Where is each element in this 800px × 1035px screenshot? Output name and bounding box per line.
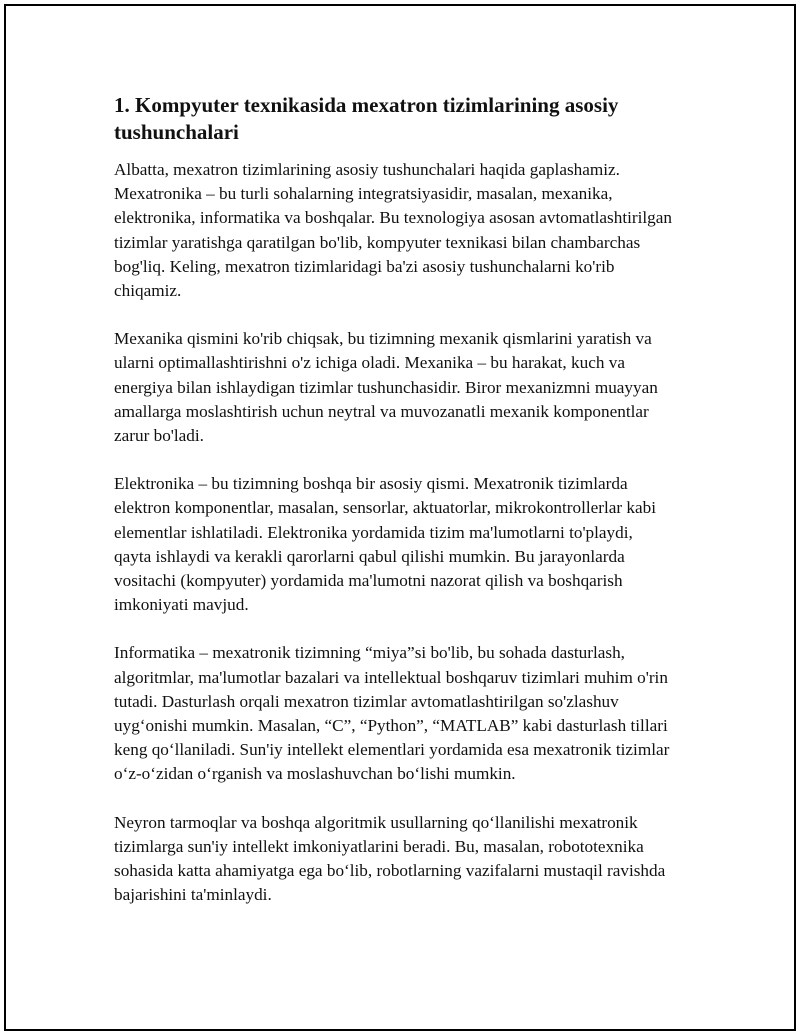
paragraph-electronics: Elektronika – bu tizimning boshqa bir asosiy qismi. Mexatronik tizimlarda elektron komponentlar, masalan, sensorlar, aktuatorlar, mikrokontrollerlar kabi elementlar ishlatiladi. Elektronika yordamida tizim ma'lumotlarni to'playdi, qayta ishlaydi va kerakli qarorlarni qabul qilishi mumkin. Bu jarayonlarda vositachi (kompyuter) yordamida ma'lumotni nazorat qilish va boshqarish imkoniyati mavjud. [114,474,657,615]
paragraph-informatics: Informatika – mexatronik tizimning “miya”si bo'lib, bu sohada dasturlash, algoritmlar, ma'lumotlar bazalari va intellektual boshqaruv tizimlari muhim o'rin tutadi. Dasturlash orqali mexatron tizimlar avtomatlashtirilgan so'zlashuv uyg‘onishi mumkin. Masalan, “C”, “Python”, “MATLAB” kabi dasturlash tillari keng qo‘llaniladi. Sun'iy intellekt elementlari yordamida esa mexatronik tizimlar o‘z-o‘zidan o‘rganish va moslashuvchan bo‘lishi mumkin. [114,643,670,784]
document-title: 1. Kompyuter texnikasida mexatron tizimlarining asosiy tushunchalari [114,93,619,144]
document-body [114,92,674,931]
paragraph-neural-networks: Neyron tarmoqlar va boshqa algoritmik usullarning qo‘llanilishi mexatronik tizimlarga sun'iy intellekt imkoniyatlarini beradi. Bu, masalan, robototexnika sohasida katta ahamiyatga ega bo‘lib, robotlarning vazifalarni mustaqil ravishda bajarishini ta'minlaydi. [114,812,666,905]
paragraph-intro: Albatta, mexatron tizimlarining asosiy tushunchalari haqida gaplashamiz. Mexatronika – bu turli sohalarning integratsiyasidir, masalan, mexanika, elektronika, informatika va boshqalar. Bu texnologiya asosan avtomatlashtirilgan tizimlar yaratishga qaratilgan bo'lib, kompyuter texnikasi bilan chambarchas bog'liq. Keling, mexatron tizimlaridagi ba'zi asosiy tushunchalarni ko'rib chiqamiz. [114,160,672,301]
paragraph-mechanics: Mexanika qismini ko'rib chiqsak, bu tizimning mexanik qismlarini yaratish va ularni optimallashtirishni o'z ichiga oladi. Mexanika – bu harakat, kuch va energiya bilan ishlaydigan tizimlar tushunchasidir. Biror mexanizmni muayyan amallarga moslashtirish uchun neytral va muvozanatli mexanik komponentlar zarur bo'ladi. [114,329,658,446]
